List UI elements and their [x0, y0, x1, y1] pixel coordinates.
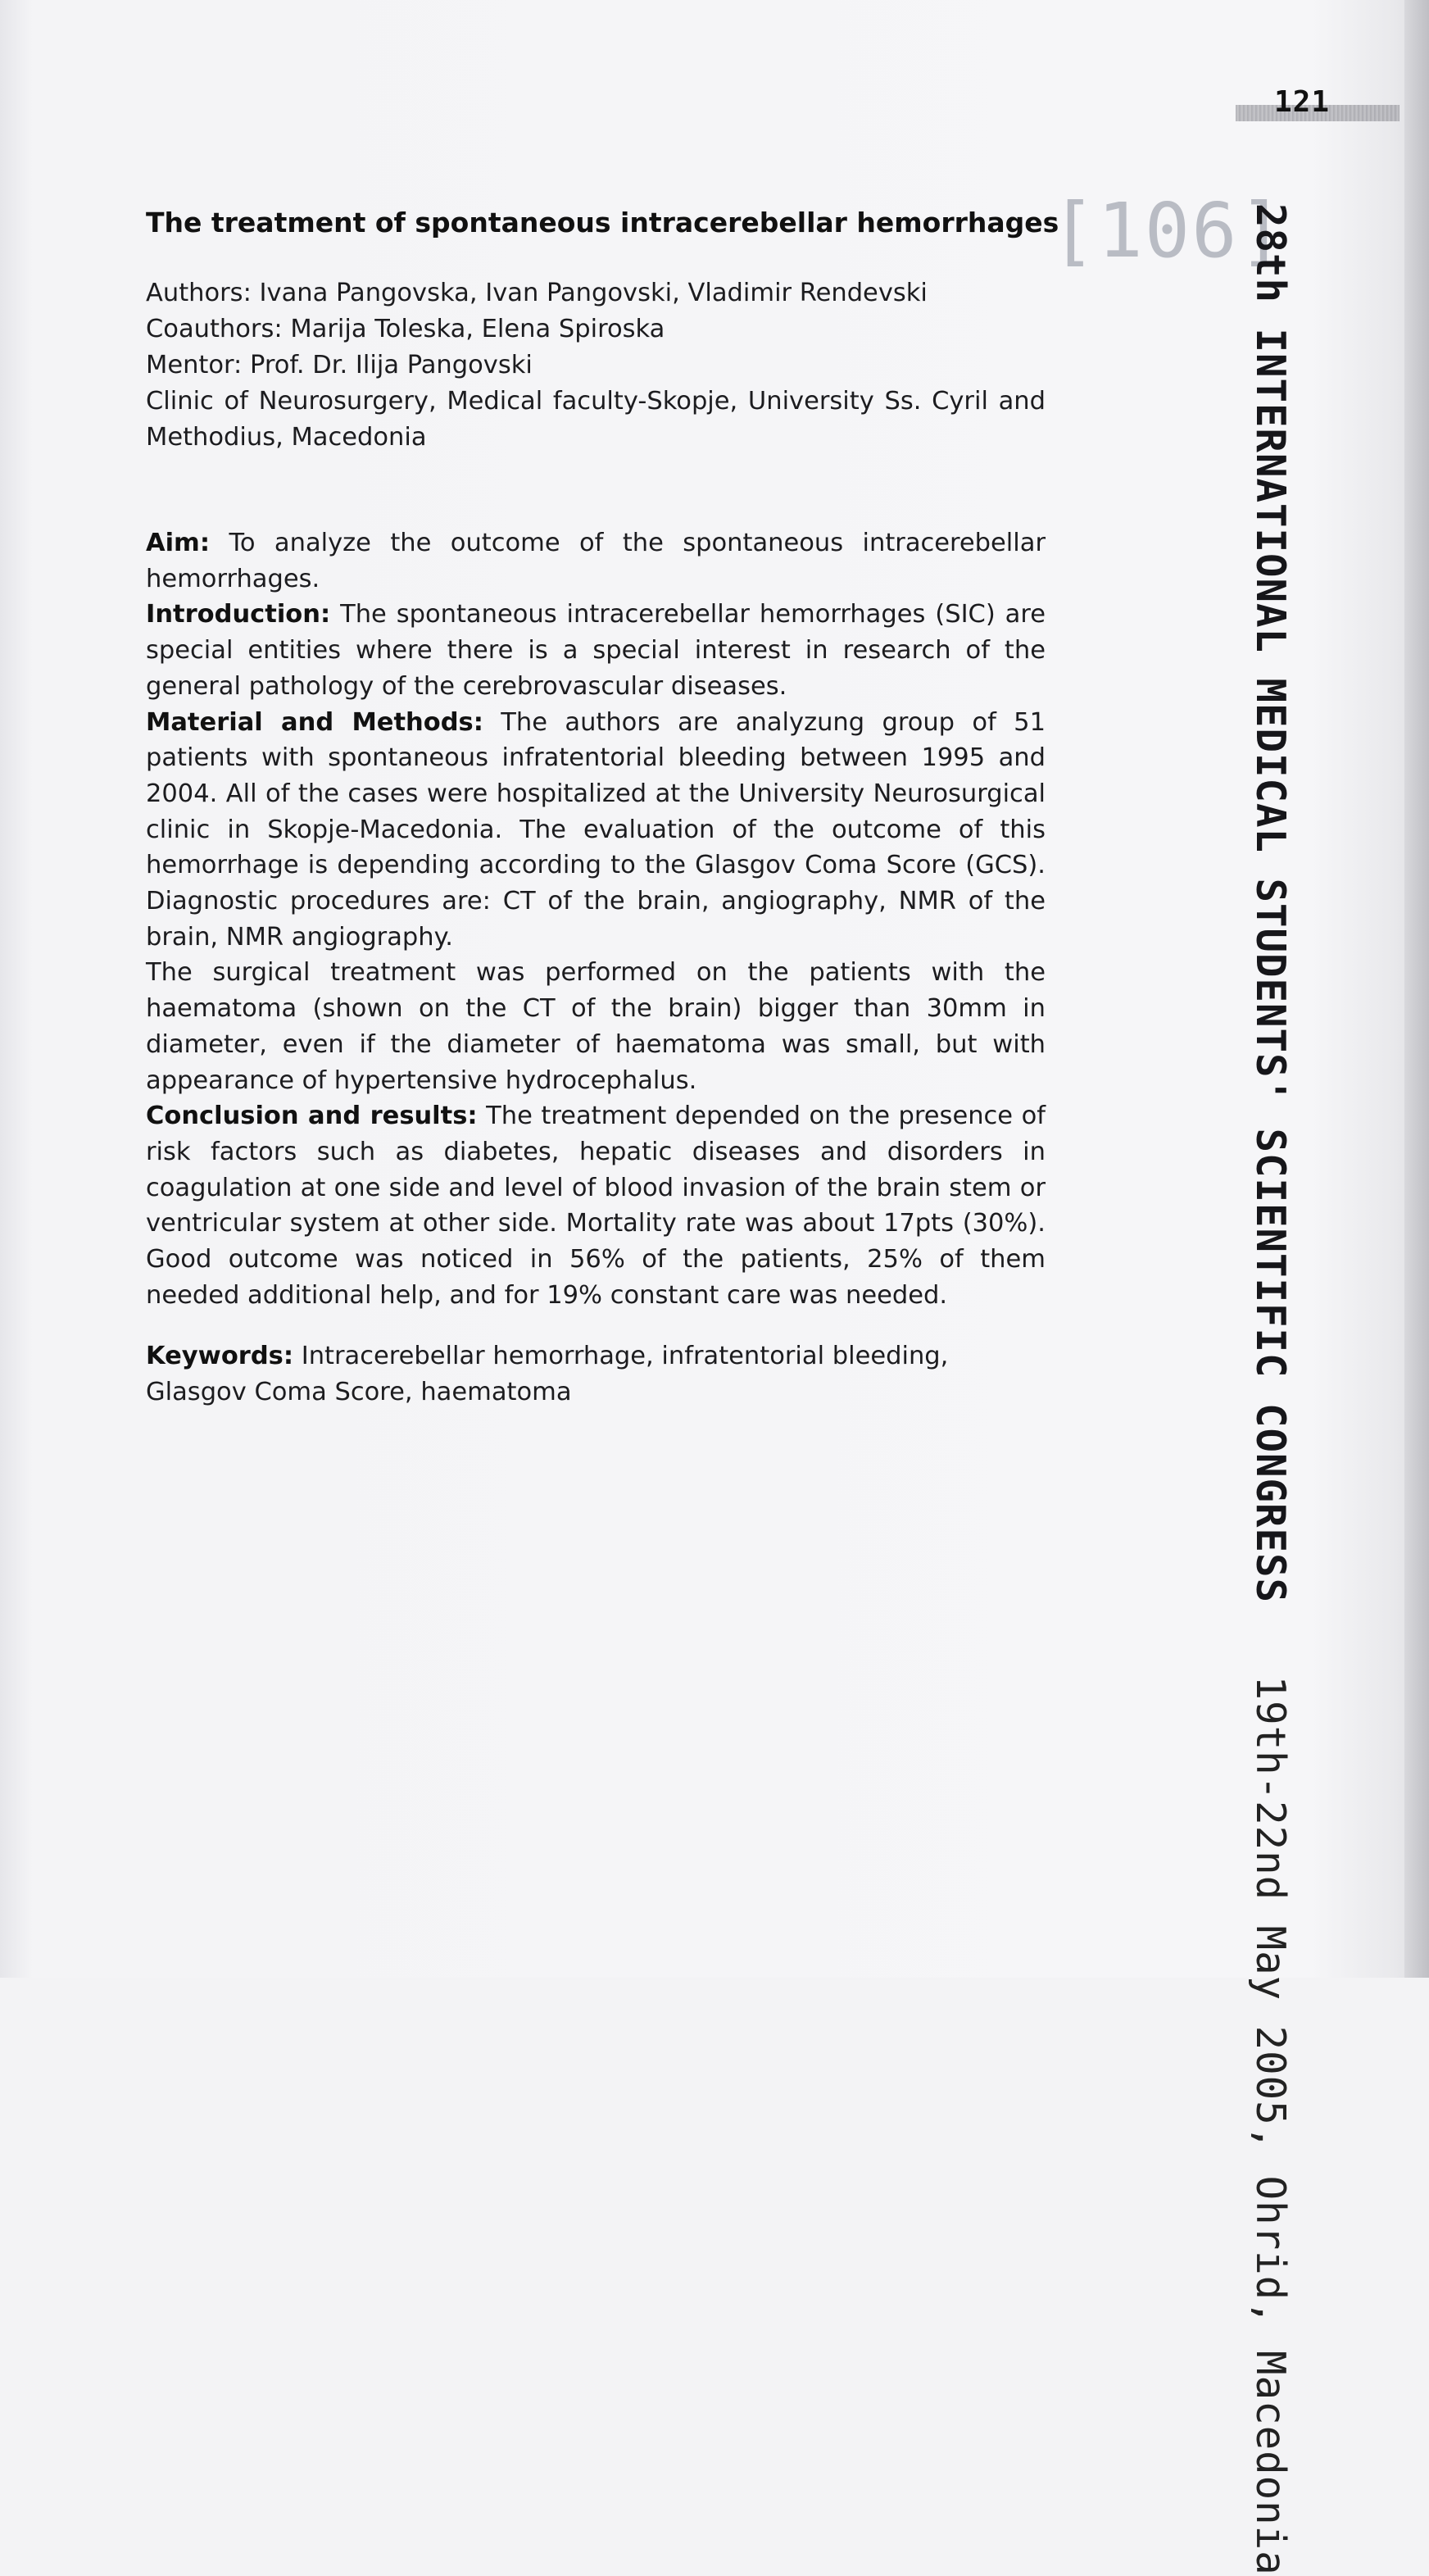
- congress-separator: [1247, 1628, 1294, 1652]
- methods-paragraph-2: The surgical treatment was performed on the patients with the haematoma (shown on the CT of the brain) bigger than 30mm in diameter, even if the diameter of haematoma was small, but with appearance of hypertensive hydrocephalus.: [146, 958, 1046, 1095]
- introduction-text: The spontaneous intracerebellar hemorrhages (SIC) are special entities where there is a special interest in research of the general pathology of the cerebrovascular diseases.: [146, 600, 1046, 701]
- page-edge-shadow: [1404, 0, 1429, 1978]
- abstract-title: The treatment of spontaneous intracerebellar hemorrhages: [146, 207, 1059, 239]
- congress-header-vertical: [1247, 203, 1294, 2576]
- author-block: [146, 275, 1046, 456]
- conclusion-text: The treatment depended on the presence of risk factors such as diabetes, hepatic diseases and disorders in coagulation at one side and level of blood invasion of the brain stem or ventricular system at other side. Mortality rate was about 17pts (30%). Good outcome was noticed in 56% of the patients, 25% of them needed additional help, and for 19% constant care was needed.: [146, 1102, 1046, 1310]
- mentor-line: Mentor: Prof. Dr. Ilija Pangovski: [146, 351, 533, 379]
- abstract-body: [146, 525, 1046, 1313]
- introduction-paragraph: [146, 597, 1046, 704]
- keywords-label: Keywords:: [146, 1342, 294, 1370]
- conclusion-label: Conclusion and results:: [146, 1102, 478, 1131]
- affiliation-line: Clinic of Neurosurgery, Medical faculty-Skopje, University Ss. Cyril and Methodius, Macedonia: [146, 387, 1046, 452]
- methods-paragraph: [146, 705, 1046, 956]
- keywords-paragraph: [146, 1338, 1046, 1411]
- keywords-block: [146, 1338, 1046, 1411]
- aim-label: Aim:: [146, 529, 211, 557]
- congress-dates-location: 19th-22nd May 2005, Ohrid, Macedonia: [1247, 1675, 1294, 2576]
- keywords-text: Intracerebellar hemorrhage, infratentorial bleeding, Glasgov Coma Score, haematoma: [146, 1342, 949, 1406]
- methods-label: Material and Methods:: [146, 707, 483, 737]
- coauthors-line: Coauthors: Marija Toleska, Elena Spiroska: [146, 315, 665, 343]
- aim-paragraph: [146, 525, 1046, 597]
- authors-line: Authors: Ivana Pangovska, Ivan Pangovski, Vladimir Rendevski: [146, 279, 928, 307]
- introduction-label: Introduction:: [146, 600, 331, 629]
- abstract-number: [106]: [1050, 187, 1286, 275]
- methods-text: The authors are analyzung group of 51 patients with spontaneous infratentorial bleeding between 1995 and 2004. All of the cases were hospitalized at the University Neurosurgical clinic in Skopje-Macedonia. The evaluation of the outcome of this hemorrhage is depending according to the Glasgov Coma Score (GCS). Diagnostic procedures are: CT of the brain, angiography, NMR of the brain, NMR angiography.: [146, 707, 1046, 952]
- conclusion-paragraph: [146, 1098, 1046, 1313]
- congress-title: 28th INTERNATIONAL MEDICAL STUDENTS' SCIENTIFIC CONGRESS: [1247, 203, 1294, 1604]
- page-number: 121: [1274, 85, 1331, 119]
- aim-text: To analyze the outcome of the spontaneous intracerebellar hemorrhages.: [146, 529, 1046, 593]
